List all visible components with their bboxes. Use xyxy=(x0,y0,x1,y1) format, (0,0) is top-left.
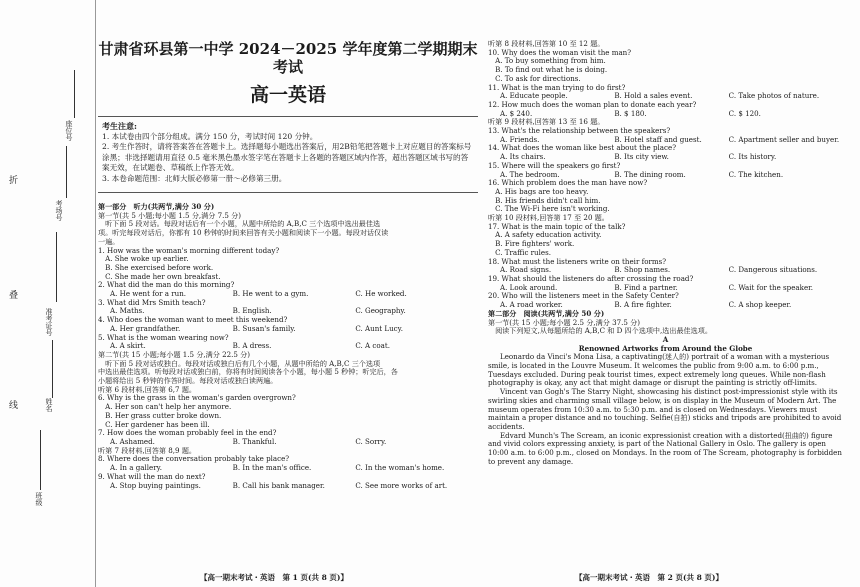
field-class: 班级 xyxy=(35,492,43,506)
field-line xyxy=(56,232,57,302)
field-admission-no: 准考证号 xyxy=(45,308,53,336)
question-line: 20. Who will the listeners meet in the Safety Center? xyxy=(488,291,679,301)
option: A. A skirt. xyxy=(110,341,146,351)
option: A. Road signs. xyxy=(500,265,552,275)
option: A. Ashamed. xyxy=(110,436,155,446)
passage-paragraph: Edvard Munch's The Scream, an iconic expressionist creation with a distorted(扭曲的) figure and vivid colors expressing anxiety, is part of the National Gallery in Oslo. The gallery is open 10:00 a.m. to 6:00 p.m., closed on Mondays. In the room of The Scream, photography is forbidden to prevent any damage. xyxy=(488,430,842,466)
question-line: B. To find out what he is doing. xyxy=(488,65,608,75)
binding-char: 叠 xyxy=(7,290,17,299)
question-line: 14. What does the woman like best about the place? xyxy=(488,143,677,153)
question-line: C. She made her own breakfast. xyxy=(98,271,221,281)
option: A. Her grandfather. xyxy=(110,323,181,333)
question-line: A. Her son can't help her anymore. xyxy=(98,402,232,412)
question-line: 听下面 5 段对话。每段对话后有一个小题，从题中所给的 A,B,C 三个选项中选出最佳选 xyxy=(98,219,381,229)
option: A. In a gallery. xyxy=(110,463,162,473)
question-line: 4. Who does the woman want to meet this weekend? xyxy=(98,315,288,325)
option: B. Its city view. xyxy=(614,152,669,162)
option: C. Apartment seller and buyer. xyxy=(728,134,840,144)
question-line: A. His bags are too heavy. xyxy=(488,186,589,196)
question-line: 18. What must the listeners write on their forms? xyxy=(488,256,667,266)
option: B. Hold a sales event. xyxy=(614,91,693,101)
option: B. He went to a gym. xyxy=(232,289,309,299)
question-line: B. His friends didn't call him. xyxy=(488,195,601,205)
question-line: 听第 9 段材料,回答第 13 至 16 题。 xyxy=(488,117,605,127)
option: B. English. xyxy=(232,306,272,316)
question-line: 2. What did the man do this morning? xyxy=(98,280,235,290)
field-line xyxy=(52,340,53,398)
option: B. In the man's office. xyxy=(232,463,312,473)
question-line: 第一节(共 15 小题;每小题 2.5 分,满分 37.5 分) xyxy=(488,317,641,327)
option: C. Dangerous situations. xyxy=(728,265,818,275)
question-line: B. Her grass cutter broke down. xyxy=(98,410,222,420)
question-line: 6. Why is the grass in the woman's garden overgrown? xyxy=(98,393,296,403)
option: C. Aunt Lucy. xyxy=(355,323,403,333)
question-line: 12. How much does the woman plan to donate each year? xyxy=(488,99,697,109)
option: C. Wait for the speaker. xyxy=(728,282,814,292)
question-line: 5. What is the woman wearing now? xyxy=(98,332,229,342)
question-line: 听第 7 段材料,回答第 8,9 题。 xyxy=(98,445,197,455)
notice-item: 2. 考生作答时，请将答案答在答题卡上。选择题每小题选出答案后，用2B铅笔把答题卡上对应题目的答案标号涂黑；非选择题请用直径 0.5 毫米黑色墨水签字笔在答题卡上各题的答题区域内作答，超出答题区域书写的答案无效，在试题卷、草稿纸上作答无效。 xyxy=(102,142,472,172)
question-line: 13. What's the relationship between the speakers? xyxy=(488,126,671,136)
question-line: 第一部分 听力(共两节,满分 30 分) xyxy=(98,202,215,211)
question-line: 小题将给出 5 秒钟的作答时间。每段对话或独白读两遍。 xyxy=(98,376,278,386)
question-line: 听第 8 段材料,回答第 10 至 12 题。 xyxy=(488,40,605,48)
option: A. Maths. xyxy=(110,306,145,316)
question-line: 听第 6 段材料,回答第 6,7 题。 xyxy=(98,384,197,394)
option: B. The dining room. xyxy=(614,169,686,179)
notice-item: 1. 本试卷由四个部分组成。满分 150 分，考试时间 120 分钟。 xyxy=(102,131,318,141)
field-line xyxy=(66,146,67,198)
option: A. Its chairs. xyxy=(500,152,546,162)
question-line: 1. How was the woman's morning different today? xyxy=(98,245,280,255)
question-line: 16. Which problem does the man have now? xyxy=(488,178,648,188)
question-line: 听第 10 段材料,回答第 17 至 20 题。 xyxy=(488,213,609,223)
option: C. Take photos of nature. xyxy=(728,91,820,101)
question-line: 9. What will the man do next? xyxy=(98,471,206,481)
question-line: 15. Where will the speakers go first? xyxy=(488,160,621,170)
question-line: C. To ask for directions. xyxy=(488,73,581,83)
passage-heading: A xyxy=(662,334,669,344)
binding-margin xyxy=(0,0,96,587)
option: A. Educate people. xyxy=(500,91,568,101)
option: C. A coat. xyxy=(355,341,390,351)
option: B. A dress. xyxy=(232,341,272,351)
option: B. Find a partner. xyxy=(614,282,678,292)
option: A. A road worker. xyxy=(500,300,563,310)
exam-title: 甘肃省环县第一中学 2024－2025 学年度第二学期期末考试 xyxy=(98,40,478,76)
question-line: 17. What is the main topic of the talk? xyxy=(488,221,626,231)
option: B. A fire fighter. xyxy=(614,300,672,310)
option: B. Call his bank manager. xyxy=(232,480,325,490)
question-line: 一遍。 xyxy=(98,236,120,246)
page-footer-right: 【高一期末考试・英语 第 2 页(共 8 页)】 xyxy=(575,573,723,582)
question-line: 第二部分 阅读(共两节,满分 50 分) xyxy=(488,308,605,318)
option: A. Look around. xyxy=(500,282,558,292)
option: B. Hotel staff and guest. xyxy=(614,134,702,144)
question-line: C. The Wi-Fi here isn't working. xyxy=(488,204,610,214)
question-line: B. Fire fighters' work. xyxy=(488,239,575,249)
option: C. $ 120. xyxy=(728,108,761,118)
binding-char: 线 xyxy=(7,400,17,409)
option: A. He went for a run. xyxy=(110,289,187,299)
listening-part-one xyxy=(98,203,478,490)
passage-heading: Renowned Artworks from Around the Globe xyxy=(578,343,753,353)
option: C. See more works of art. xyxy=(355,480,448,490)
question-line: 11. What is the man trying to do first? xyxy=(488,82,626,92)
option: C. The kitchen. xyxy=(728,169,784,179)
option: A. $ 240. xyxy=(500,108,533,118)
option-row xyxy=(98,482,478,491)
page-footer-left: 【高一期末考试・英语 第 1 页(共 8 页)】 xyxy=(200,573,348,582)
question-line: 8. Where does the conversation probably take place? xyxy=(98,454,290,464)
listening-part-two xyxy=(488,40,843,353)
notice-item: 3. 本卷命题范围：北师大版必修第一册～必修第三册。 xyxy=(102,173,287,183)
option: A. The bedroom. xyxy=(500,169,560,179)
field-line xyxy=(74,70,75,118)
option: C. Geography. xyxy=(355,306,406,316)
question-line: 10. Why does the woman visit the man? xyxy=(488,47,632,57)
field-name: 姓名 xyxy=(45,398,53,412)
notice-heading: 考生注意: xyxy=(102,121,137,131)
notice-box xyxy=(98,116,478,193)
question-line: 项。听完每段对话后，你都有 10 秒钟的时间来回答有关小题和阅读下一小题。每段对话仅读 xyxy=(98,228,389,238)
option: B. Thankful. xyxy=(232,436,277,446)
option: C. In the woman's home. xyxy=(355,463,445,473)
left-column xyxy=(98,40,478,490)
option: C. He worked. xyxy=(355,289,407,299)
option: B. Shop names. xyxy=(614,265,671,275)
option: C. Sorry. xyxy=(355,436,387,446)
question-line: 第二节(共 15 小题;每小题 1.5 分,满分 22.5 分) xyxy=(98,349,251,359)
question-line: A. A safety education activity. xyxy=(488,230,602,240)
question-line: C. Traffic rules. xyxy=(488,247,551,257)
binding-char: 折 xyxy=(7,175,17,184)
question-line: C. Her gardener has been ill. xyxy=(98,419,210,429)
passage-paragraph: Leonardo da Vinci's Mona Lisa, a captivating(迷人的) portrait of a woman with a mysterious smile, is located in the Louvre Museum. It welcomes the public from 9:00 a.m. to 6:00 p.m., Tuesdays excluded. During peak tourist times, expect extremely long queues. While non-flash photography is okay, any act that might damage or disrupt the painting is strictly off-limits. xyxy=(488,352,830,388)
field-line xyxy=(40,430,41,490)
field-room-no: 考场号 xyxy=(55,200,63,221)
option: C. Its history. xyxy=(728,152,777,162)
reading-passage xyxy=(488,353,843,466)
question-line: 19. What should the listeners do after crossing the road? xyxy=(488,273,694,283)
question-line: 听下面 5 段对话或独白。每段对话或独白后有几个小题，从题中所给的 A,B,C 三个选项 xyxy=(98,358,381,368)
field-seat-no: 座位号 xyxy=(65,120,73,141)
question-line: B. She exercised before work. xyxy=(98,262,214,272)
question-line: A. She woke up earlier. xyxy=(98,254,189,264)
option: A. Stop buying paintings. xyxy=(110,480,201,490)
option: C. A shop keeper. xyxy=(728,300,792,310)
option: A. Friends. xyxy=(500,134,540,144)
passage-paragraph: Vincent van Gogh's The Starry Night, showcasing his distinct post-impressionist style with its swirling skies and charming small village below, is on display in the Museum of Modern Art. The museum operates from 10:30 a.m. to 5:30 p.m. and is closed on Wednesdays. Viewers must maintain a proper distance and no touching. Selfie(自拍) sticks and tripods are prohibited to avoid accidents. xyxy=(488,387,842,431)
question-line: 阅读下列短文,从每题所给的 A,B,C 和 D 四个选项中,选出最佳选项。 xyxy=(488,326,712,336)
question-line: 中选出最佳选项。听每段对话或独白前，你将有时间阅读各个小题，每小题 5 秒钟；听完后，各 xyxy=(98,367,398,377)
question-line: 3. What did Mrs Smith teach? xyxy=(98,297,206,307)
right-column xyxy=(488,40,843,466)
subject-title: 高一英语 xyxy=(249,84,326,106)
option: B. $ 180. xyxy=(614,108,647,118)
question-line: 第一节(共 5 小题;每小题 1.5 分,满分 7.5 分) xyxy=(98,210,242,220)
question-line: A. To buy something from him. xyxy=(488,56,606,66)
option: B. Susan's family. xyxy=(232,323,296,333)
question-line: 7. How does the woman probably feel in the end? xyxy=(98,428,277,438)
